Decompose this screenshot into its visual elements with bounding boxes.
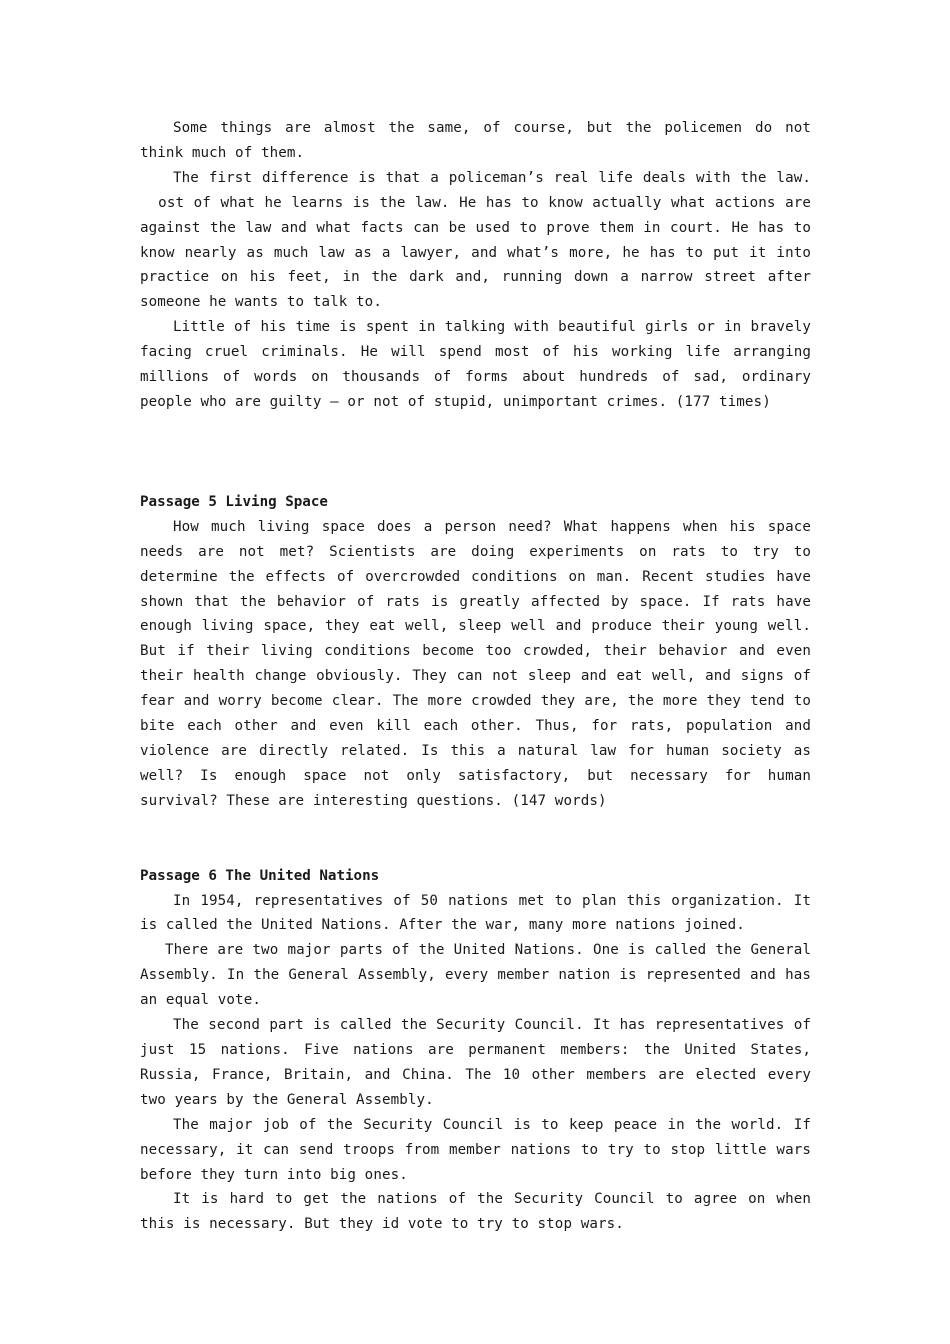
paragraph: Some things are almost the same, of course, but the policemen do not think much of them.: [140, 120, 811, 161]
paragraph: The major job of the Security Council is to keep peace in the world. If necessary, it can send troops from member nations to try to stop little wars before they turn into big ones.: [140, 1116, 811, 1183]
paragraph: There are two major parts of the United Nations. One is called the General Assembly. In the General Assembly, every member nation is represented and has an equal vote.: [140, 942, 811, 1009]
paragraph: Little of his time is spent in talking with beautiful girls or in bravely facing cruel criminals. He will spend most of his working life arranging millions of words on thousands of forms about hundreds of sad, ordinary people who are guilty — or not of stupid, unimportant crimes. (177 times): [140, 319, 811, 410]
passage-heading: Passage 6 The United Nations: [140, 867, 380, 884]
paragraph: The second part is called the Security Council. It has representatives of just 15 nations. Five nations are permanent members: the United States, Russia, France, Britain, and China. The 10 other members are elected every two years by the General Assembly.: [140, 1017, 811, 1108]
paragraph: It is hard to get the nations of the Security Council to agree on when this is necessary. But they id vote to try to stop wars.: [140, 1191, 811, 1233]
section-spacer: [140, 814, 811, 864]
passage-heading: Passage 5 Living Space: [140, 493, 328, 510]
passage-5: [140, 490, 811, 814]
passage-6: [140, 864, 811, 1238]
paragraph: In 1954, representatives of 50 nations met to plan this organization. It is called the United Nations. After the war, many more nations joined.: [140, 892, 811, 934]
policeman-passage-continued: [140, 116, 811, 415]
document-page: [140, 116, 811, 1237]
section-spacer: [140, 415, 811, 490]
paragraph: The first difference is that a policeman’s real life deals with the law. ost of what he learns is the law. He has to know actually what actions are against the law and what facts can be used to prove them in court. He has to know nearly as much law as a lawyer, and what’s more, he has to put it into practice on his feet, in the dark and, running down a narrow street after someone he wants to talk to.: [140, 169, 811, 311]
paragraph: How much living space does a person need? What happens when his space needs are not met? Scientists are doing experiments on rats to try to determine the effects of overcrowded conditions on man. Recent studies have shown that the behavior of rats is greatly affected by space. If rats have enough living space, they eat well, sleep well and produce their young well. But if their living conditions become too crowded, their behavior and even their health change obviously. They can not sleep and eat well, and signs of fear and worry become clear. The more crowded they are, the more they tend to bite each other and even kill each other. Thus, for rats, population and violence are directly related. Is this a natural law for human society as well? Is enough space not only satisfactory, but necessary for human survival? These are interesting questions. (147 words): [140, 518, 811, 809]
